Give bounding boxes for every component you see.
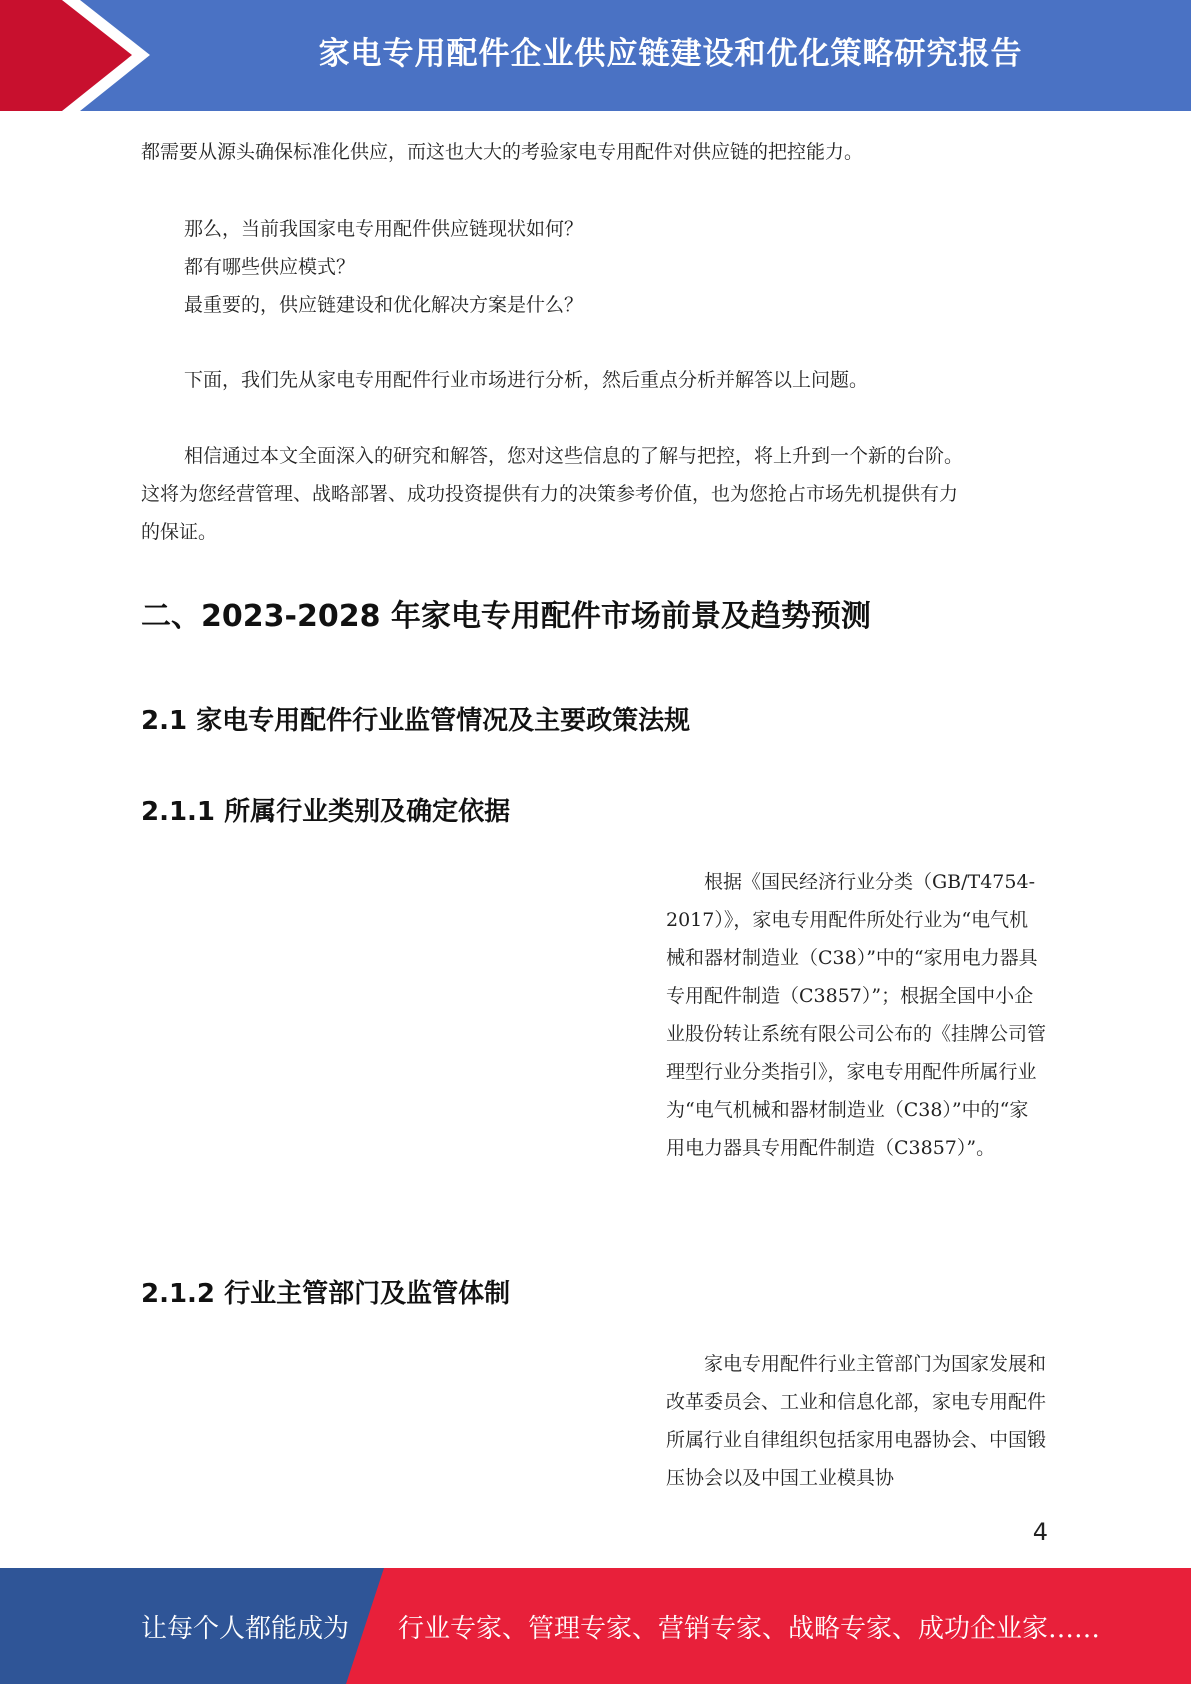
page-number: 4 bbox=[1032, 1518, 1048, 1546]
question-solutions: 最重要的，供应链建设和优化解决方案是什么？ bbox=[184, 294, 584, 316]
question-supply-modes: 都有哪些供应模式？ bbox=[184, 256, 356, 278]
section-heading-2: 二、2023-2028 年家电专用配件市场前景及趋势预测 bbox=[141, 599, 871, 634]
paragraph-supply-control: 都需要从源头确保标准化供应，而这也大大的考验家电专用配件对供应链的把控能力。 bbox=[141, 141, 864, 163]
regulator-paragraph: 家电专用配件行业主管部门为国家发展和改革委员会、工业和信息化部，家电专用配件所属行业自律组织包括家用电器协会、中国锻压协会以及中国工业模具协 bbox=[666, 1353, 1047, 1489]
subsection-heading-2-1-1: 2.1.1 所属行业类别及确定依据 bbox=[141, 797, 511, 827]
question-current-status: 那么，当前我国家电专用配件供应链现状如何？ bbox=[184, 218, 584, 240]
classification-paragraph: 根据《国民经济行业分类（GB/T4754-2017）》，家电专用配件所处行业为“电气机械和器材制造业（C38）”中的“家用电力器具专用配件制造（C3857）”；根据全国中小企业股份转让系统有限公司公布的《挂牌公司管理型行业分类指引》，家电专用配件所属行业为“电气机械和器材制造业（C38）”中的“家用电力器具专用配件制造（C3857）”。 bbox=[666, 871, 1047, 1159]
subsection-heading-2-1: 2.1 家电专用配件行业监管情况及主要政策法规 bbox=[141, 706, 691, 736]
footer-slogan-right: 行业专家、管理专家、营销专家、战略专家、成功企业家…… bbox=[398, 1613, 1101, 1644]
paragraph-value-line3: 的保证。 bbox=[141, 521, 218, 543]
paragraph-value-line1: 相信通过本文全面深入的研究和解答，您对这些信息的了解与把控，将上升到一个新的台阶。 bbox=[184, 445, 964, 467]
header-banner bbox=[0, 0, 1191, 111]
subsection-heading-2-1-2: 2.1.2 行业主管部门及监管体制 bbox=[141, 1279, 511, 1309]
footer-slogan-left: 让每个人都能成为 bbox=[141, 1613, 350, 1644]
footer-banner bbox=[0, 1568, 1191, 1684]
report-title: 家电专用配件企业供应链建设和优化策略研究报告 bbox=[318, 35, 1023, 72]
paragraph-value-line2: 这将为您经营管理、战略部署、成功投资提供有力的决策参考价值，也为您抢占市场先机提供有力 bbox=[141, 483, 959, 505]
paragraph-analysis-plan: 下面，我们先从家电专用配件行业市场进行分析，然后重点分析并解答以上问题。 bbox=[184, 369, 869, 391]
